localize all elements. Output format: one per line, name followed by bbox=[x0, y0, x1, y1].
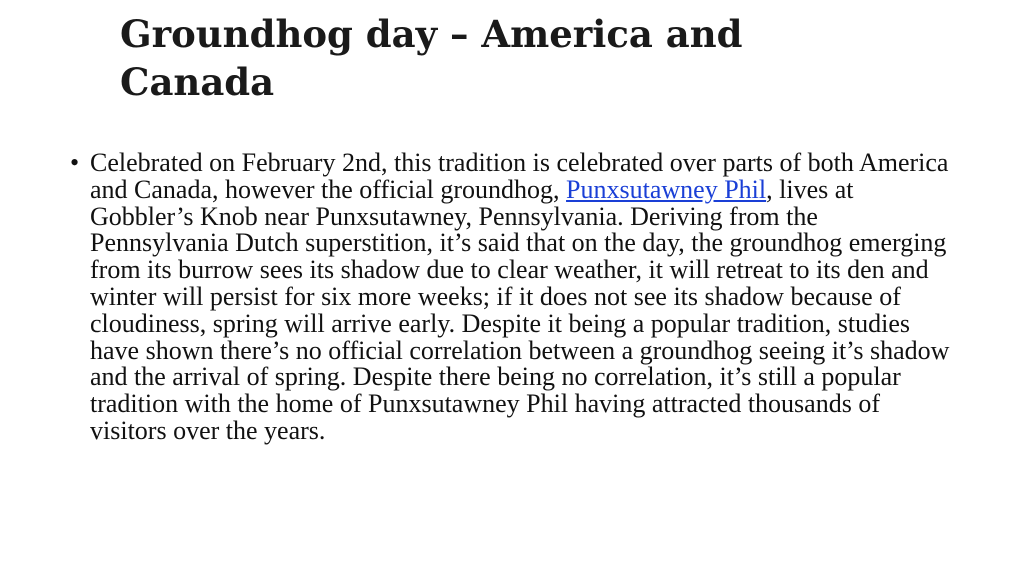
paragraph-text-after-link: , lives at Gobbler’s Knob near Punxsutawney, Pennsylvania. Deriving from the Pennsylvania Dutch superstition, it’s said that on the day, the groundhog emerging from its burrow sees its shadow due to clear weather, it will retreat to its den and winter will persist for six more weeks; if it does not see its shadow because of cloudiness, spring will arrive early. Despite it being a popular tradition, studies have shown there’s no official correlation between a groundhog seeing it’s shadow and the arrival of spring. Despite there being no correlation, it’s still a popular tradition with the home of Punxsutawney Phil having attracted thousands of visitors over the years. bbox=[90, 174, 950, 445]
bullet-dot: • bbox=[70, 148, 80, 177]
bullet-list bbox=[70, 150, 960, 445]
bullet-item bbox=[70, 150, 960, 445]
paragraph-text-before-link: Celebrated on February 2nd, this tradition is celebrated over parts of both America and Canada, however the official groundhog, bbox=[90, 148, 949, 204]
punxsutawney-phil-link[interactable]: Punxsutawney Phil bbox=[566, 174, 767, 204]
slide-title: Groundhog day – America and Canada bbox=[120, 12, 743, 104]
